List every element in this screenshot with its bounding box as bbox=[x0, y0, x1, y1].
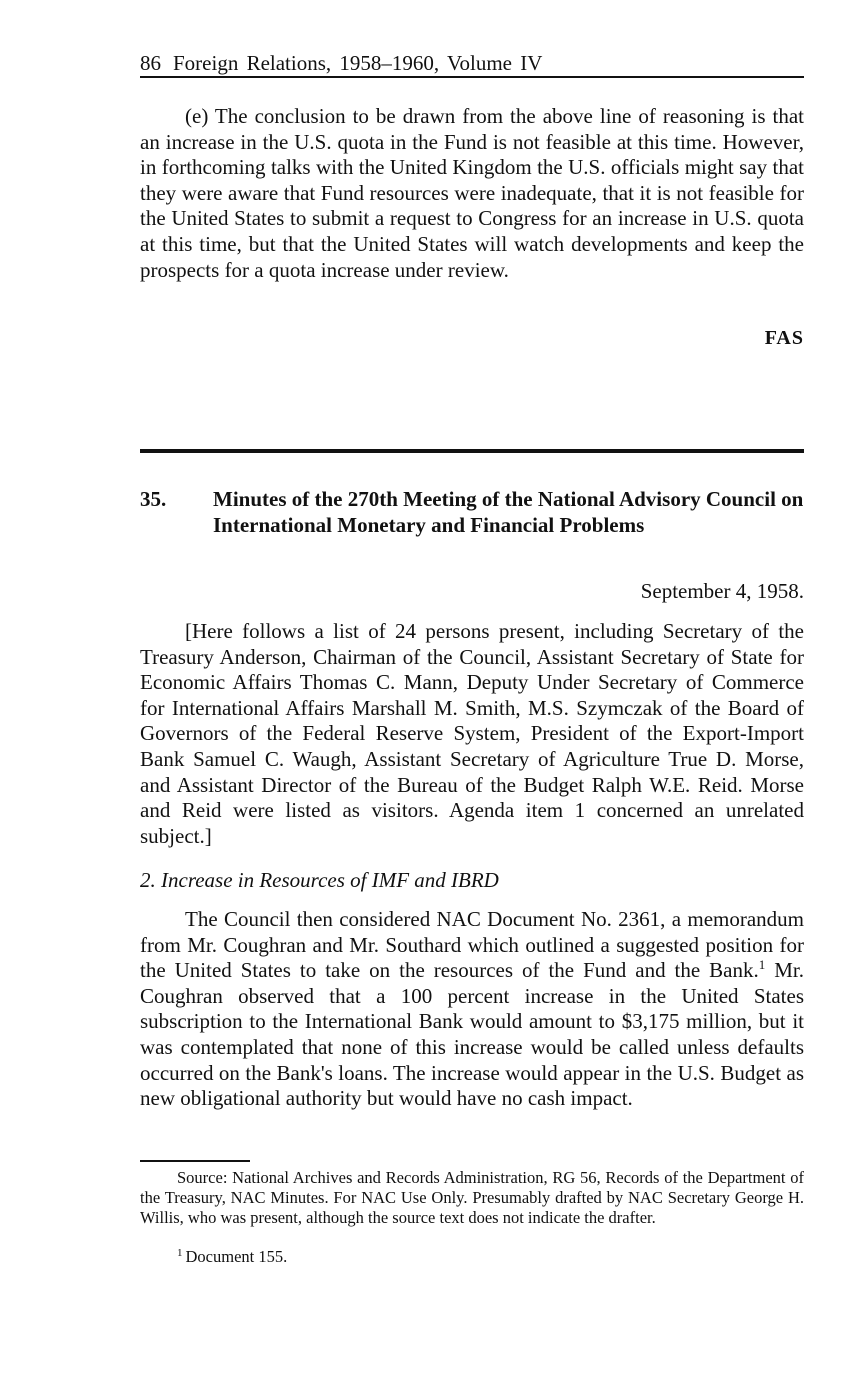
footnote-1 bbox=[140, 1247, 804, 1267]
running-title: Foreign Relations, 1958–1960, Volume IV bbox=[173, 51, 543, 75]
footnote-rule bbox=[140, 1160, 250, 1162]
signature: FAS bbox=[764, 327, 804, 349]
body-paragraph bbox=[140, 907, 804, 1112]
footnote-1-marker: 1 bbox=[177, 1247, 183, 1259]
footnote-reference[interactable]: 1 bbox=[758, 957, 766, 973]
intro-paragraph: [Here follows a list of 24 persons present, including Secretary of the Treasury Anderson, Chairman of the Council, Assistant Secretary of State for Economic Affairs Thomas C. Mann, Deputy Under Secretary of Commerce for International Affairs Marshall M. Smith, M.S. Szymczak of the Board of Governors of the Federal Reserve System, President of the Export-Import Bank Samuel C. Waugh, Assistant Secretary of Agriculture True D. Morse, and Assistant Director of the Bureau of the Budget Ralph W.E. Reid. Morse and Reid were listed as visitors. Agenda item 1 concerned an unrelated subject.] bbox=[140, 619, 804, 848]
footnote-1-text: Document 155. bbox=[185, 1247, 288, 1266]
running-header bbox=[140, 50, 804, 78]
body-text-part1: The Council then considered NAC Document No. 2361, a memorandum from Mr. Coughran and Mr. Southard which outlined a suggested position for the United States to take on the resources of the Fund and the Bank. bbox=[140, 907, 804, 983]
document-title: Minutes of the 270th Meeting of the National Advisory Council on International Monetary and Financial Problems bbox=[213, 487, 804, 537]
paragraph-e: (e) The conclusion to be drawn from the above line of reasoning is that an increase in the U.S. quota in the Fund is not feasible at this time. However, in forthcoming talks with the United Kingdom the U.S. officials might say that they were aware that Fund resources were inadequate, that it is not feasible for the United States to submit a request to Congress for an increase in U.S. quota at this time, but that the United States will watch developments and keep the prospects for a quota increase under review. bbox=[140, 104, 804, 282]
document-number: 35. bbox=[140, 487, 167, 511]
section-divider bbox=[140, 449, 804, 453]
section-heading: 2. Increase in Resources of IMF and IBRD bbox=[140, 868, 499, 892]
document-date: September 4, 1958. bbox=[640, 579, 804, 603]
source-footnote: Source: National Archives and Records Administration, RG 56, Records of the Department of the Treasury, NAC Minutes. For NAC Use Only. Presumably drafted by NAC Secretary George H. Willis, who was present, although the source text does not indicate the drafter. bbox=[140, 1168, 804, 1227]
page-number: 86 bbox=[140, 51, 161, 75]
body-text-part2: Mr. Coughran observed that a 100 percent increase in the United States subscription to the International Bank would amount to $3,175 million, but it was contemplated that none of this increase would be called unless defaults occurred on the Bank's loans. The increase would appear in the U.S. Budget as new obligational authority but would have no cash impact. bbox=[140, 958, 804, 1111]
